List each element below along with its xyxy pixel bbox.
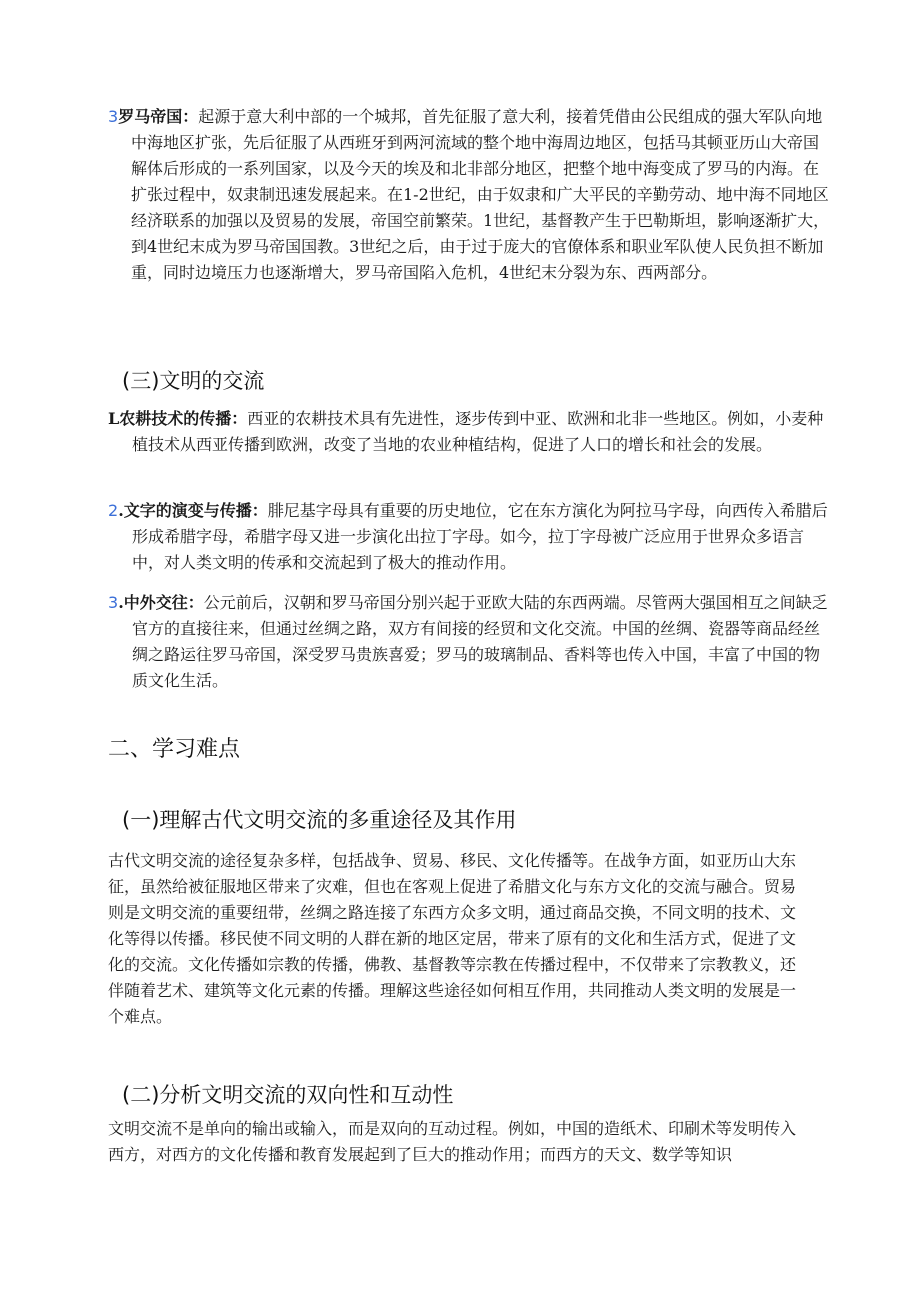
item-body: 腓尼基字母具有重要的历史地位，它在东方演化为阿拉马字母，向西传入希腊后形成希腊字母，希腊字母又进一步演化出拉丁字母。如今，拉丁字母被广泛应用于世界众多语言中，对人类文明的传承和交流起到了极大的推动作用。 <box>132 501 828 572</box>
item-body: 起源于意大利中部的一个城邦，首先征服了意大利，接着凭借由公民组成的强大军队向地中海地区扩张，先后征服了从西班牙到两河流域的整个地中海周边地区，包括马其顿亚历山大帝国解体后形成的一系列国家，以及今天的埃及和北非部分地区，把整个地中海变成了罗马的内海。在扩张过程中，奴隶制迅速发展起来。在1-2世纪，由于奴隶和广大平民的辛勤劳动、地中海不同地区经济联系的加强以及贸易的发展，帝国空前繁荣。1世纪，基督教产生于巴勒斯坦，影响逐渐扩大，到4世纪末成为罗马帝国国教。3世纪之后，由于过于庞大的官僚体系和职业军队使人民负担不断加重，同时边境压力也逐渐增大，罗马帝国陷入危机，4世纪末分裂为东、西两部分。 <box>131 107 830 282</box>
item-body: 公元前后，汉朝和罗马帝国分别兴起于亚欧大陆的东西两端。尽管两大强国相互之间缺乏官方的直接往来，但通过丝绸之路，双方有间接的经贸和文化交流。中国的丝绸、瓷器等商品经丝绸之路运往罗马帝国，深受罗马贵族喜爱；罗马的玻璃制品、香料等也传入中国，丰富了中国的物质文化生活。 <box>132 593 828 690</box>
subheading-bidirectional: (二)分析文明交流的双向性和互动性 <box>122 1083 454 1107</box>
subheading-paths: (一)理解古代文明交流的多重途径及其作用 <box>122 808 517 832</box>
item-title: 罗马帝国： <box>118 107 199 126</box>
writing-paragraph <box>108 498 832 576</box>
item-body: 西亚的农耕技术具有先进性，逐步传到中亚、欧洲和北非一些地区。例如，小麦种植技术从西亚传播到欧洲，改变了当地的农业种植结构，促进了人口的增长和社会的发展。 <box>132 409 824 454</box>
item-title: L农耕技术的传播： <box>108 409 248 428</box>
agri-paragraph <box>108 406 832 458</box>
contact-paragraph <box>108 590 832 694</box>
paths-paragraph: 古代文明交流的途径复杂多样，包括战争、贸易、移民、文化传播等。在战争方面，如亚历山大东征，虽然给被征服地区带来了灾难，但也在客观上促进了希腊文化与东方文化的交流与融合。贸易则是文明交流的重要纽带，丝绸之路连接了东西方众多文明，通过商品交换，不同文明的技术、文化等得以传播。移民使不同文明的人群在新的地区定居，带来了原有的文化和生活方式，促进了文化的交流。文化传播如宗教的传播，佛教、基督教等宗教在传播过程中，不仅带来了宗教教义，还伴随着艺术、建筑等文化元素的传播。理解这些途径如何相互作用，共同推动人类文明的发展是一个难点。 <box>108 851 797 1026</box>
list-number: 3 <box>108 107 119 126</box>
item-title: .文字的演变与传播： <box>118 501 268 520</box>
item-title: .中外交往： <box>118 593 204 612</box>
section-heading-difficulties: 二、学习难点 <box>108 737 241 762</box>
list-number: 3 <box>108 593 119 612</box>
rome-paragraph <box>108 104 831 286</box>
bidirectional-paragraph: 文明交流不是单向的输出或输入，而是双向的互动过程。例如，中国的造纸术、印刷术等发明传入西方，对西方的文化传播和教育发展起到了巨大的推动作用；而西方的天文、数学等知识 <box>108 1119 797 1164</box>
section-heading-exchange: (三)文明的交流 <box>122 369 265 393</box>
list-number: 2 <box>108 501 119 520</box>
